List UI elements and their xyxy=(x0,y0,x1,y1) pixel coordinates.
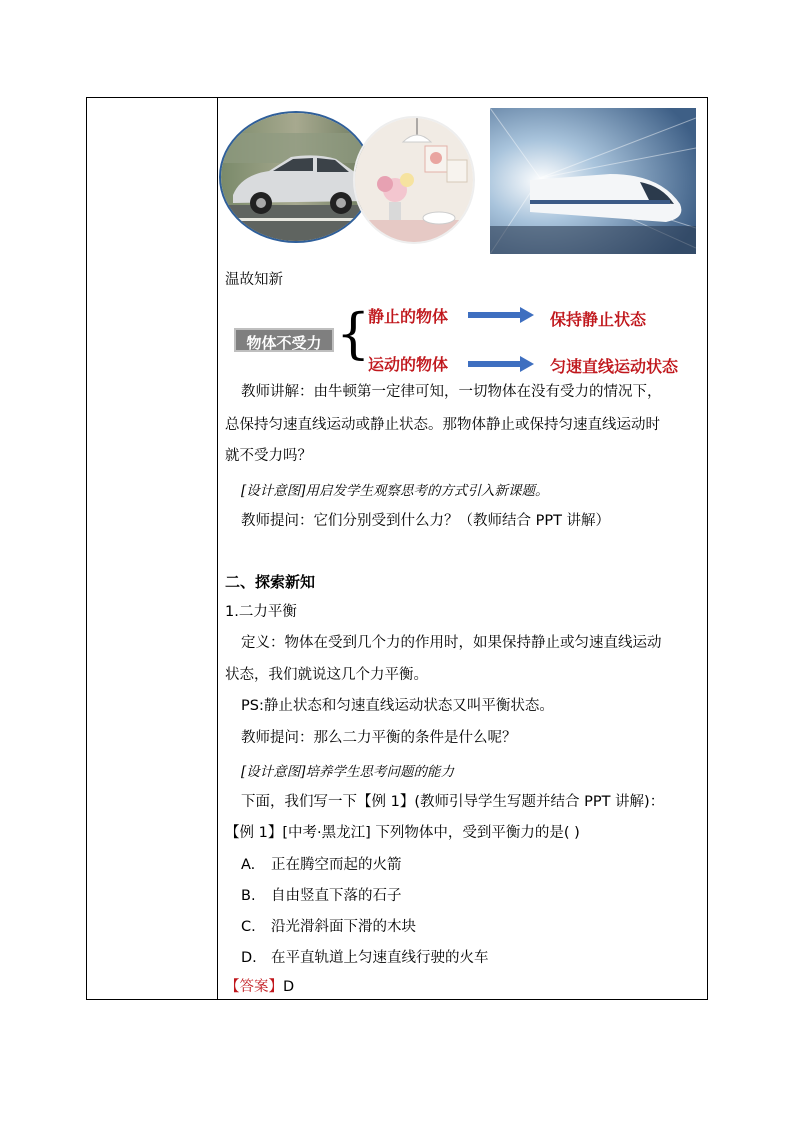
answer-line xyxy=(225,977,294,997)
arrow-icon xyxy=(468,356,534,372)
answer-label: 【答案】 xyxy=(225,979,283,995)
ps-note: PS:静止状态和匀速直线运动状态又叫平衡状态。 xyxy=(241,698,554,714)
curly-brace: { xyxy=(336,302,371,365)
option-letter: D. xyxy=(241,950,257,966)
teacher-explain-line: 总保持匀速直线运动或静止状态。那物体静止或保持匀速直线运动时 xyxy=(225,417,660,433)
teacher-explain-line: 教师讲解：由牛顿第一定律可知，一切物体在没有受力的情况下， xyxy=(241,384,662,400)
option-text: 在平直轨道上匀速直线行驶的火车 xyxy=(271,950,489,966)
moving-object-label: 运动的物体 xyxy=(368,355,449,374)
option-text: 正在腾空而起的火箭 xyxy=(271,857,402,873)
intro-heading: 温故知新 xyxy=(225,272,283,288)
teacher-question: 教师提问：它们分别受到什么力？（教师结合 PPT 讲解） xyxy=(241,513,611,529)
option-text: 自由竖直下落的石子 xyxy=(271,888,402,904)
example-lead-in: 下面，我们写一下【例 1】(教师引导学生写题并结合 PPT 讲解)： xyxy=(241,794,665,810)
definition-line: 状态，我们就说这几个力平衡。 xyxy=(225,667,428,683)
section-subtitle: 1.二力平衡 xyxy=(225,604,297,620)
example-label: 【例 1】 xyxy=(225,825,283,841)
section-title: 二、探索新知 xyxy=(225,573,316,591)
option-a xyxy=(241,855,402,875)
example-question-text: 下列物体中，受到平衡力的是( ) xyxy=(375,825,580,841)
option-d xyxy=(241,948,489,968)
no-force-box-label: 物体不受力 xyxy=(246,334,322,352)
arrow-icon xyxy=(468,307,534,323)
static-object-label: 静止的物体 xyxy=(368,307,449,326)
car-photo xyxy=(219,111,373,243)
option-text: 沿光滑斜面下滑的木块 xyxy=(271,919,416,935)
teacher-explain-line: 就不受力吗？ xyxy=(225,448,312,464)
option-c xyxy=(241,917,416,937)
uniform-motion-label: 匀速直线运动状态 xyxy=(550,357,679,376)
no-force-box xyxy=(234,328,334,352)
example-source: [中考·黑龙江] xyxy=(282,825,371,841)
definition-line: 定义：物体在受到几个力的作用时，如果保持静止或匀速直线运动 xyxy=(241,635,662,651)
design-intent-2: [设计意图]培养学生思考问题的能力 xyxy=(241,764,455,780)
option-letter: A. xyxy=(241,857,256,873)
answer-value: D xyxy=(283,979,295,995)
design-intent: [设计意图]用启发学生观察思考的方式引入新课题。 xyxy=(241,483,549,499)
train-photo xyxy=(490,108,696,254)
keep-static-label: 保持静止状态 xyxy=(550,310,647,329)
example-question xyxy=(225,823,580,843)
lesson-table xyxy=(86,97,708,1000)
option-letter: B. xyxy=(241,888,256,904)
option-b xyxy=(241,886,402,906)
option-letter: C. xyxy=(241,919,256,935)
left-column-cell xyxy=(87,98,218,999)
content-cell xyxy=(225,98,705,999)
room-photo xyxy=(353,116,475,244)
teacher-question-2: 教师提问：那么二力平衡的条件是什么呢？ xyxy=(241,730,517,746)
